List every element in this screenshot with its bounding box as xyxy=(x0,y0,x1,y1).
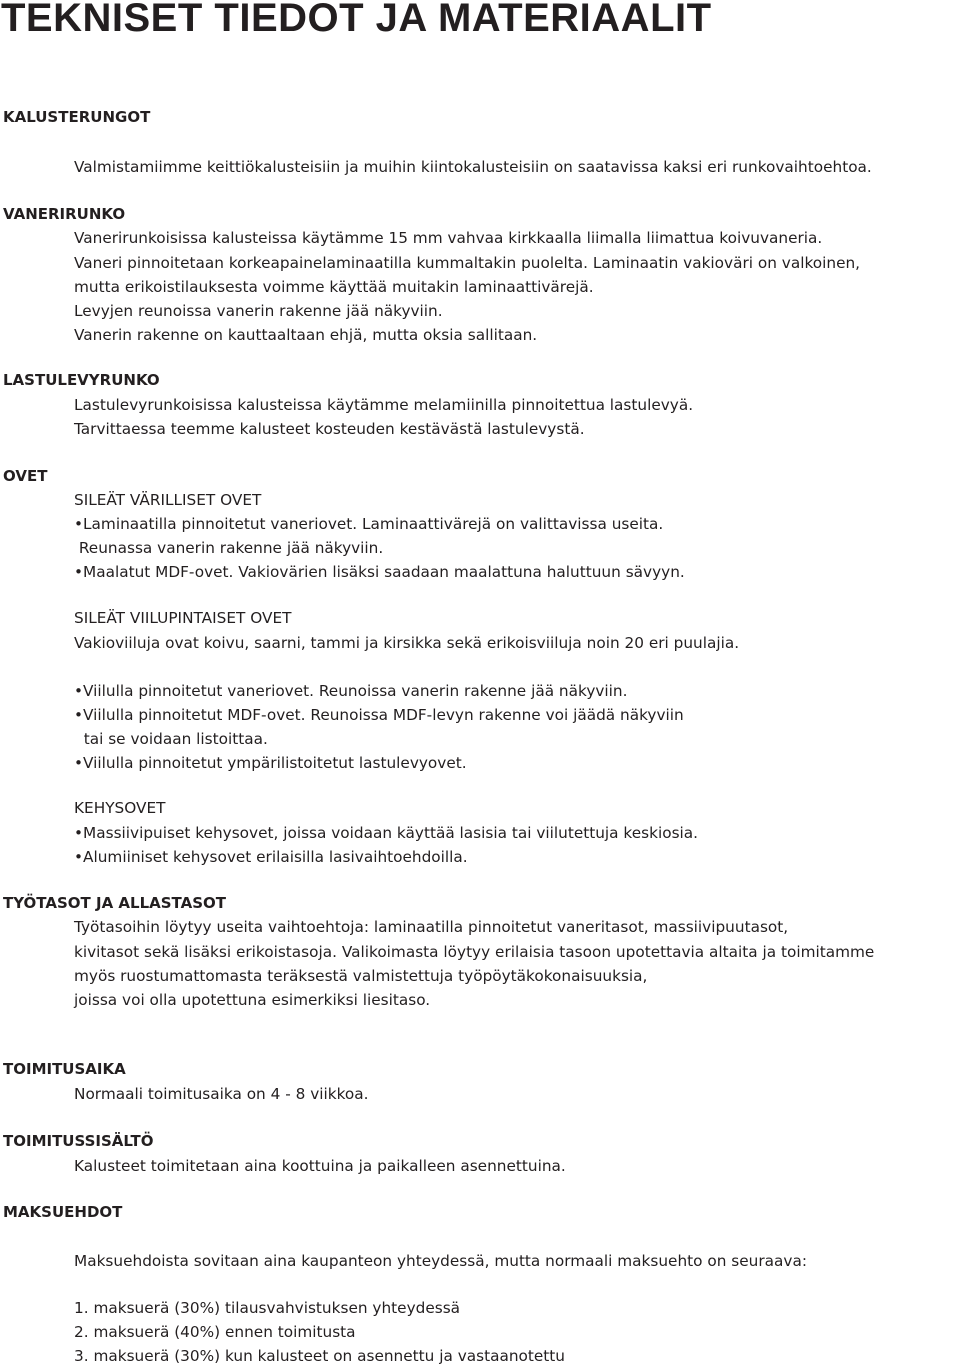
list-item: •Massiivipuiset kehysovet, joissa voidaan käyttää lasisia tai viilutettuja keskiosia. xyxy=(74,824,699,842)
tyotasot-line: joissa voi olla upotettuna esimerkiksi liesitaso. xyxy=(74,991,431,1009)
list-item: •Viilulla pinnoitetut vaneriovet. Reunoissa vanerin rakenne jää näkyviin. xyxy=(74,682,628,700)
list-item: •Alumiiniset kehysovet erilaisilla lasivaihtoehdoilla. xyxy=(74,848,468,866)
tyotasot-line: Työtasoihin löytyy useita vaihtoehtoja: laminaatilla pinnoitetut vaneritasot, massiivipuutasot, xyxy=(74,918,789,936)
list-item-continuation: tai se voidaan listoittaa. xyxy=(74,730,268,748)
tyotasot-line: myös ruostumattomasta teräksestä valmistettuja työpöytäkokonaisuuksia, xyxy=(74,967,648,985)
tyotasot-line: kivitasot sekä lisäksi erikoistasoja. Valikoimasta löytyy erilaisia tasoon upotettavia altaita ja toimitamme xyxy=(74,943,875,961)
vanerirunko-line: Levyjen reunoissa vanerin rakenne jää näkyviin. xyxy=(74,302,443,320)
list-item-continuation: Reunassa vanerin rakenne jää näkyviin. xyxy=(74,539,384,557)
lastulevyrunko-line: Lastulevyrunkoisissa kalusteissa käytämme melamiinilla pinnoitettua lastulevyä. xyxy=(74,396,694,414)
heading-ovet: OVET xyxy=(3,467,48,485)
toimitusaika-text: Normaali toimitusaika on 4 - 8 viikkoa. xyxy=(74,1085,369,1103)
vanerirunko-line: Vaneri pinnoitetaan korkeapainelaminaatilla kummaltakin puolelta. Laminaatin vakioväri on valkoinen, xyxy=(74,254,861,272)
payment-item: 2. maksuerä (40%) ennen toimitusta xyxy=(74,1323,356,1341)
payment-item: 3. maksuerä (30%) kun kalusteet on asennettu ja vastaanotettu xyxy=(74,1347,565,1365)
toimitussisalto-text: Kalusteet toimitetaan aina koottuina ja paikalleen asennettuina. xyxy=(74,1157,566,1175)
list-item: •Maalatut MDF-ovet. Vakiovärien lisäksi saadaan maalattuna haluttuun sävyyn. xyxy=(74,563,685,581)
subheading-varilliset-ovet: SILEÄT VÄRILLISET OVET xyxy=(74,491,262,509)
heading-tyotasot: TYÖTASOT JA ALLASTASOT xyxy=(3,894,227,912)
heading-vanerirunko: VANERIRUNKO xyxy=(3,205,126,223)
vanerirunko-line: mutta erikoistilauksesta voimme käyttää muitakin laminaattivärejä. xyxy=(74,278,594,296)
subheading-viilupintaiset-ovet: SILEÄT VIILUPINTAISET OVET xyxy=(74,609,292,627)
list-item: •Viilulla pinnoitetut ympärilistoitetut lastulevyovet. xyxy=(74,754,467,772)
maksuehdot-intro: Maksuehdoista sovitaan aina kaupanteon yhteydessä, mutta normaali maksuehto on seuraava: xyxy=(74,1252,807,1270)
subheading-kehysovet: KEHYSOVET xyxy=(74,799,166,817)
kalusterungot-text: Valmistamiimme keittiökalusteisiin ja muihin kiintokalusteisiin on saatavissa kaksi eri runkovaihtoehtoa. xyxy=(74,158,872,176)
vanerirunko-line: Vanerirunkoisissa kalusteissa käytämme 15 mm vahvaa kirkkaalla liimalla liimattua koivuvaneria. xyxy=(74,229,823,247)
heading-toimitussisalto: TOIMITUSSISÄLTÖ xyxy=(3,1132,154,1150)
heading-lastulevyrunko: LASTULEVYRUNKO xyxy=(3,371,160,389)
lastulevyrunko-line: Tarvittaessa teemme kalusteet kosteuden kestävästä lastulevystä. xyxy=(74,420,585,438)
viilupintaiset-intro: Vakioviiluja ovat koivu, saarni, tammi ja kirsikka sekä erikoisviiluja noin 20 eri puulajia. xyxy=(74,634,740,652)
heading-maksuehdot: MAKSUEHDOT xyxy=(3,1203,123,1221)
heading-toimitusaika: TOIMITUSAIKA xyxy=(3,1060,126,1078)
vanerirunko-line: Vanerin rakenne on kauttaaltaan ehjä, mutta oksia sallitaan. xyxy=(74,326,538,344)
list-item: •Laminaatilla pinnoitetut vaneriovet. Laminaattivärejä on valittavissa useita. xyxy=(74,515,664,533)
list-item: •Viilulla pinnoitetut MDF-ovet. Reunoissa MDF-levyn rakenne voi jäädä näkyviin xyxy=(74,706,684,724)
payment-item: 1. maksuerä (30%) tilausvahvistuksen yhteydessä xyxy=(74,1299,461,1317)
page-title: TEKNISET TIEDOT JA MATERIAALIT xyxy=(1,0,712,40)
heading-kalusterungot: KALUSTERUNGOT xyxy=(3,108,151,126)
